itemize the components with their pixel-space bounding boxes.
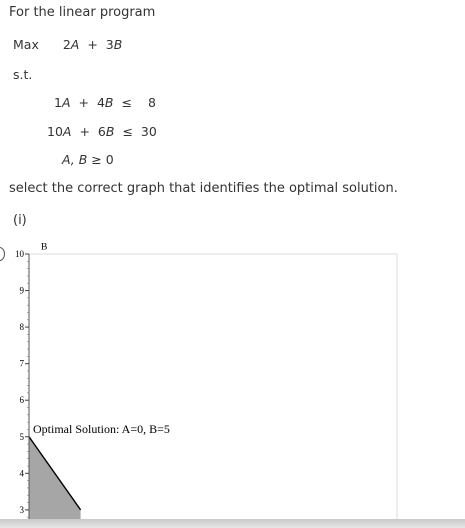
y-axis-label: B <box>41 242 48 253</box>
constraint-relation: ≤ <box>122 124 133 139</box>
constraint-relation: ≤ <box>121 95 132 110</box>
objective-op: + <box>87 37 98 52</box>
nonneg-rhs: 0 <box>105 152 114 167</box>
optimal-solution-annotation: Optimal Solution: A=0, B=5 <box>33 421 170 436</box>
objective-coef-b: 3 <box>105 37 114 52</box>
question-intro: For the linear program <box>9 5 156 20</box>
y-tick-label: 3 <box>19 504 24 515</box>
constraint-op: + <box>79 124 90 139</box>
bottom-scrollbar[interactable] <box>0 519 465 528</box>
feasible-region-chart <box>0 236 465 519</box>
constraint-rhs: 30 <box>140 124 157 139</box>
plot-frame <box>29 254 397 519</box>
y-tick-label: 5 <box>19 431 24 442</box>
nonneg-relation: ≥ <box>91 152 102 167</box>
objective-var-a: A <box>70 37 80 52</box>
constraint-var-a: A <box>62 124 72 139</box>
objective-keyword: Max <box>13 37 39 52</box>
constraint-coef-a: 10 <box>47 124 63 139</box>
y-tick-label: 7 <box>19 358 24 369</box>
objective-function <box>13 37 122 52</box>
nonneg-vars: A, B <box>62 152 88 167</box>
constraint-op: + <box>78 95 89 110</box>
subject-to-label: s.t. <box>13 67 33 82</box>
constraint-coef-a: 1 <box>54 95 62 110</box>
constraint-var-a: A <box>61 95 71 110</box>
constraint-rhs: 8 <box>147 95 156 110</box>
constraint-var-b: B <box>105 124 115 139</box>
option-label: (i) <box>13 213 27 228</box>
y-tick-label: 4 <box>19 468 24 479</box>
objective-coef-a: 2 <box>62 37 71 52</box>
y-tick-label: 10 <box>15 249 24 259</box>
objective-var-b: B <box>113 37 123 52</box>
constraint-var-b: B <box>104 95 114 110</box>
graph-option-i[interactable] <box>0 236 465 519</box>
constraint-row <box>54 95 156 110</box>
y-tick-label: 6 <box>19 395 24 406</box>
instruction-text: select the correct graph that identifies the optimal solution. <box>9 181 398 196</box>
y-tick-label: 8 <box>19 322 24 333</box>
y-tick-label: 9 <box>19 285 24 296</box>
constraint-coef-b: 4 <box>96 95 105 110</box>
constraint-row <box>47 124 157 139</box>
constraint-coef-b: 6 <box>97 124 106 139</box>
nonnegativity-constraint <box>62 152 114 167</box>
